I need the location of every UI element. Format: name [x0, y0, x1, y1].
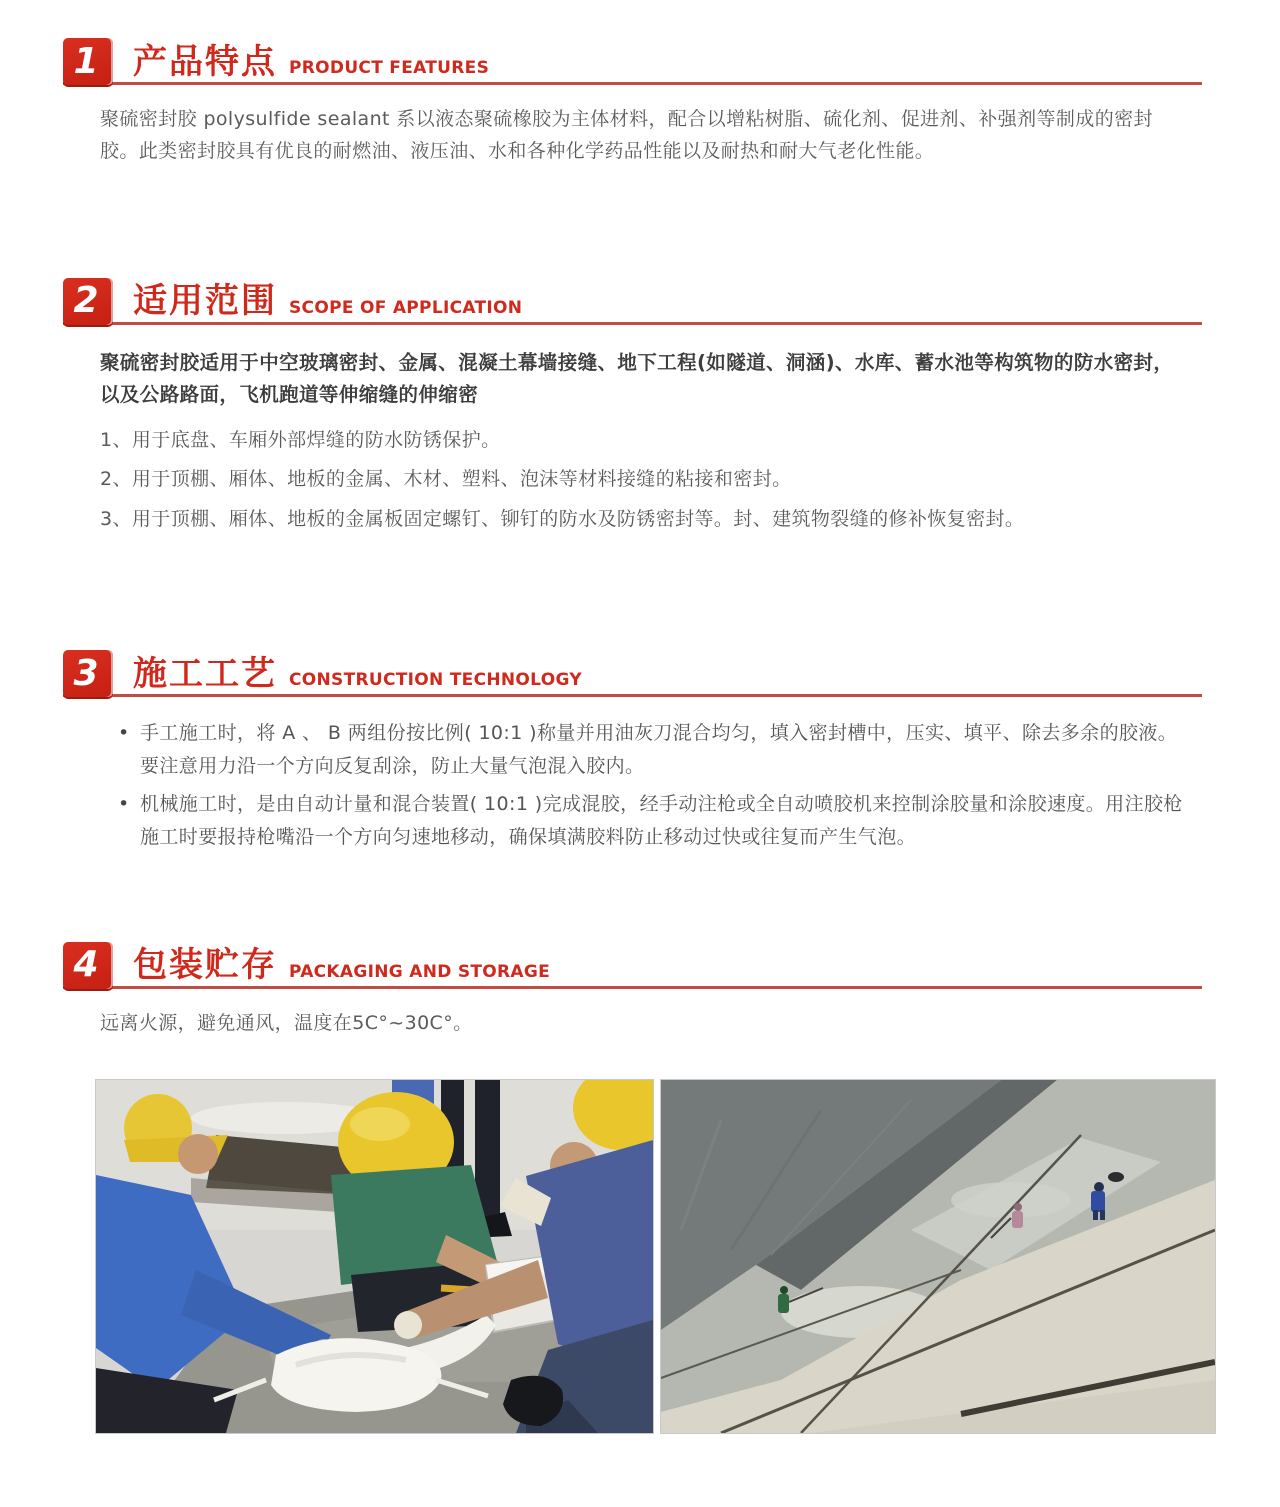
section-number-badge: 2: [63, 278, 113, 325]
section-title-cn: 包装贮存: [133, 945, 277, 986]
list-item: 1、用于底盘、车厢外部焊缝的防水防锈保护。: [100, 428, 501, 451]
section-title-en: CONSTRUCTION TECHNOLOGY: [289, 670, 582, 691]
section-header: [63, 942, 1202, 989]
construction-bullet-list: [118, 717, 1188, 854]
photo-workers-sealant: [95, 1079, 654, 1434]
workers-sealant-illustration: [96, 1080, 653, 1433]
section-title-cn: 适用范围: [133, 281, 277, 322]
section-title-cn: 施工工艺: [133, 653, 277, 694]
section-construction-technology: [63, 650, 1212, 854]
section-packaging-storage: [63, 942, 1212, 1039]
section-number-badge: 1: [63, 38, 113, 85]
section-number-badge: 3: [63, 650, 113, 697]
section-title-en: PACKAGING AND STORAGE: [289, 961, 551, 982]
section-title-cn: 产品特点: [133, 41, 277, 82]
section-product-features: [63, 38, 1212, 168]
section-scope-of-application: [63, 278, 1212, 535]
photo-dam-slope: [660, 1079, 1216, 1434]
section-title-en: PRODUCT FEATURES: [289, 58, 490, 78]
section-header: [63, 38, 1202, 85]
application-list: [100, 425, 1186, 534]
section-paragraph: 远离火源，避免通风，温度在5C°~30C°。: [100, 1011, 473, 1034]
section-header: [63, 650, 1202, 697]
bullet-item: • 手工施工时，将 A 、 B 两组份按比例( 10:1 )称量并用油灰刀混合均匀，填入密封槽中，压实、填平、除去多余的胶液。要注意用力沿一个方向反复刮涂，防止大量气泡混入胶内。: [118, 717, 1188, 782]
section-header: [63, 278, 1202, 325]
section-title-en: SCOPE OF APPLICATION: [289, 297, 523, 318]
list-item: 2、用于顶棚、厢体、地板的金属、木材、塑料、泡沫等材料接缝的粘接和密封。: [100, 468, 792, 491]
section-lead-paragraph: 聚硫密封胶适用于中空玻璃密封、金属、混凝土幕墙接缝、地下工程(如隧道、洞涵)、水库、蓄水池等构筑物的防水密封，以及公路路面，飞机跑道等伸缩缝的伸缩密: [100, 350, 1174, 406]
dam-slope-illustration: [661, 1080, 1215, 1433]
section-paragraph: 聚硫密封胶 polysulfide sealant 系以液态聚硫橡胶为主体材料，配合以增粘树脂、硫化剂、促进剂、补强剂等制成的密封胶。此类密封胶具有优良的耐燃油、液压油、水和各种化学药品性能以及耐热和耐大气老化性能。: [100, 108, 1153, 163]
section-number-badge: 4: [63, 942, 113, 989]
bullet-item: • 机械施工时，是由自动计量和混合装置( 10:1 )完成混胶，经手动注枪或全自动喷胶机来控制涂胶量和涂胶速度。用注胶枪施工时要报持枪嘴沿一个方向匀速地移动，确保填满胶料防止移动过快或往复而产生气泡。: [118, 788, 1188, 853]
list-item: 3、用于顶棚、厢体、地板的金属板固定螺钉、铆钉的防水及防锈密封等。封、建筑物裂缝的修补恢复密封。: [100, 507, 1025, 530]
photo-row: [95, 1079, 1212, 1434]
